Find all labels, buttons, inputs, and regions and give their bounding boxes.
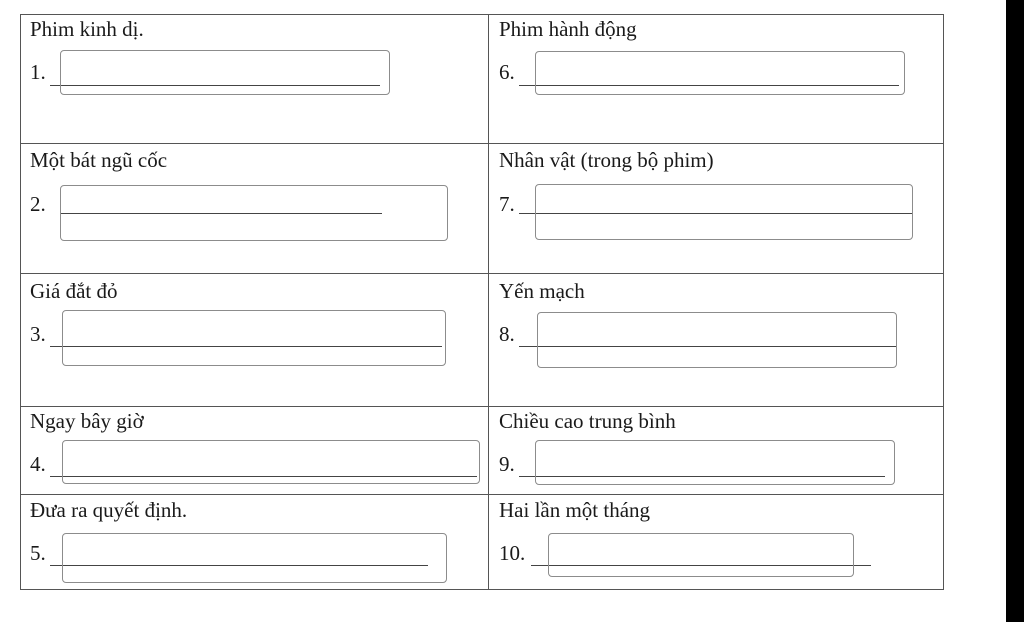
prompt-6: Phim hành động [499,17,637,41]
item-number-1: 1. [30,60,46,84]
answer-input-7[interactable] [535,184,913,240]
prompt-9: Chiều cao trung bình [499,409,676,433]
item-number-5: 5. [30,541,46,565]
answer-input-10[interactable] [548,533,854,577]
row-divider [20,494,944,495]
item-number-9: 9. [499,452,515,476]
prompt-7: Nhân vật (trong bộ phim) [499,148,714,172]
row-divider [20,143,944,144]
item-number-2: 2. [30,192,46,216]
answer-input-6[interactable] [535,51,905,95]
item-number-8: 8. [499,322,515,346]
prompt-8: Yến mạch [499,279,585,303]
row-divider [20,406,944,407]
prompt-3: Giá đắt đỏ [30,279,118,303]
answer-input-4[interactable] [62,440,480,484]
item-number-4: 4. [30,452,46,476]
column-divider [488,14,489,590]
prompt-5: Đưa ra quyết định. [30,498,188,522]
item-number-10: 10. [499,541,526,565]
answer-input-9[interactable] [535,440,895,485]
prompt-10: Hai lần một tháng [499,498,651,522]
prompt-4: Ngay bây giờ [30,409,144,433]
item-number-3: 3. [30,322,46,346]
item-number-7: 7. [499,192,515,216]
answer-input-1[interactable] [60,50,390,95]
answer-input-3[interactable] [62,310,446,366]
prompt-2: Một bát ngũ cốc [30,148,168,172]
answer-input-2[interactable] [60,185,448,241]
row-divider [20,273,944,274]
answer-input-8[interactable] [537,312,897,368]
prompt-1: Phim kinh dị. [30,17,144,41]
answer-input-5[interactable] [62,533,447,583]
item-number-6: 6. [499,60,515,84]
